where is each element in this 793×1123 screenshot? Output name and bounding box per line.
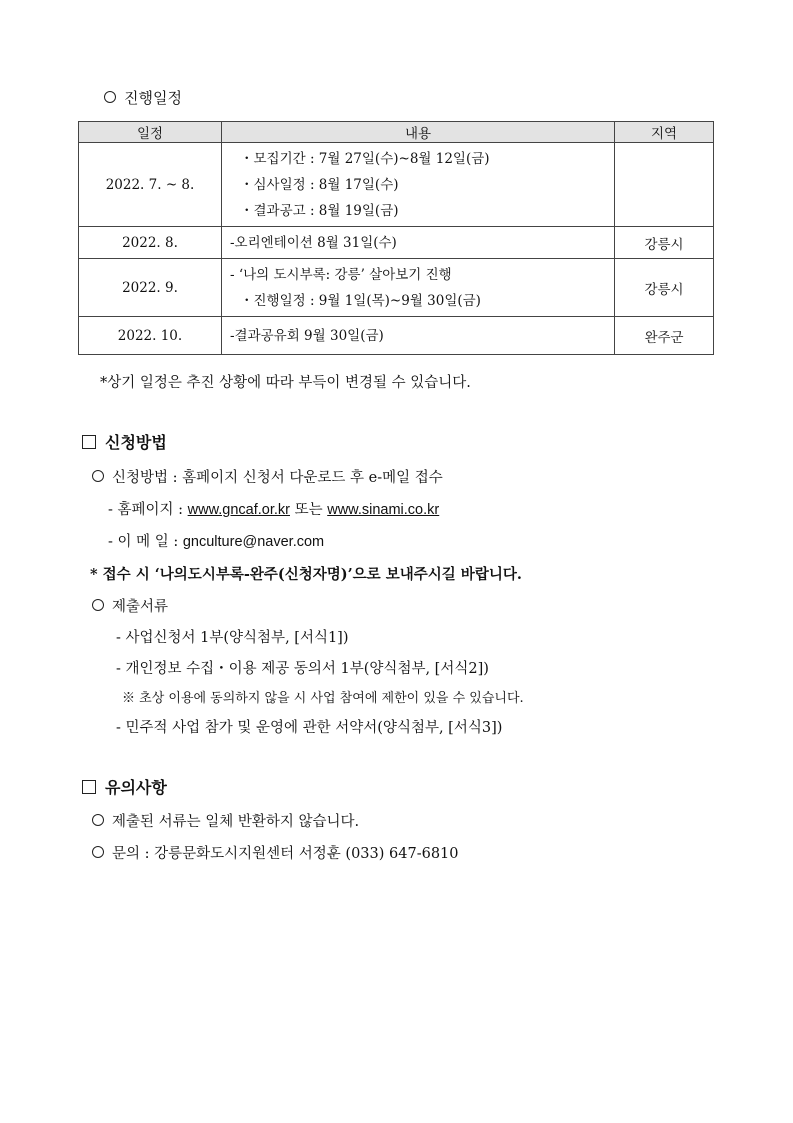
circle-bullet-icon: [92, 599, 104, 611]
caution-item: 제출된 서류는 일체 반환하지 않습니다.: [92, 810, 359, 831]
square-bullet-icon: [82, 435, 96, 449]
row-region: 강릉시: [615, 259, 714, 317]
row-content: -결과공유회 9월 30일(금): [222, 317, 615, 355]
row-date: 2022. 10.: [79, 317, 222, 355]
table-header-row: [79, 122, 714, 143]
square-bullet-icon: [82, 780, 96, 794]
homepage-link-gncaf[interactable]: www.gncaf.or.kr: [187, 502, 290, 518]
row-content: ・모집기간 : 7월 27일(수)~8월 12일(금) ・심사일정 : 8월 17일(수) ・결과공고 : 8월 19일(금): [222, 143, 615, 227]
docs-item: - 개인정보 수집・이용 제공 동의서 1부(양식첨부, [서식2]): [116, 661, 489, 677]
email-address: gnculture@naver.com: [182, 534, 325, 550]
docs-item: - 민주적 사업 참가 및 운영에 관한 서약서(양식첨부, [서식3]): [116, 720, 503, 736]
row-content: -오리엔테이션 8월 31일(수): [222, 227, 615, 259]
row-date: 2022. 7. ~ 8.: [79, 143, 222, 227]
header-region: 지역: [615, 122, 714, 143]
table-row: [79, 259, 714, 317]
homepage-link-sinami[interactable]: www.sinami.co.kr: [327, 502, 440, 518]
schedule-heading: 진행일정: [104, 87, 182, 108]
apply-notice: * 접수 시 ‘나의도시부록-완주(신청자명)’으로 보내주시길 바랍니다.: [90, 566, 522, 583]
table-row: [79, 317, 714, 355]
row-region: [615, 143, 714, 227]
row-date: 2022. 8.: [79, 227, 222, 259]
schedule-note: *상기 일정은 추진 상황에 따라 부득이 변경될 수 있습니다.: [100, 375, 471, 391]
docs-title: 제출서류: [92, 595, 168, 616]
docs-item: - 사업신청서 1부(양식첨부, [서식1]): [116, 630, 349, 646]
email-line: - 이 메 일 : gnculture@naver.com: [108, 534, 325, 550]
caution-item: 문의 : 강릉문화도시지원센터 서정훈 (033) 647-6810: [92, 842, 459, 863]
homepage-line: - 홈페이지 : www.gncaf.or.kr 또는 www.sinami.co.kr: [108, 502, 440, 518]
row-region: 강릉시: [615, 227, 714, 259]
schedule-table: [78, 121, 714, 355]
row-date: 2022. 9.: [79, 259, 222, 317]
header-content: 내용: [222, 122, 615, 143]
header-date: 일정: [79, 122, 222, 143]
caution-title: 유의사항: [82, 775, 167, 798]
table-row: [79, 227, 714, 259]
circle-bullet-icon: [92, 814, 104, 826]
docs-note: ※ 초상 이용에 동의하지 않을 시 사업 참여에 제한이 있을 수 있습니다.: [122, 691, 524, 706]
circle-bullet-icon: [92, 846, 104, 858]
row-region: 완주군: [615, 317, 714, 355]
circle-bullet-icon: [92, 470, 104, 482]
apply-title: 신청방법: [82, 430, 167, 453]
row-content: - ‘나의 도시부록: 강릉’ 살아보기 진행 ・진행일정 : 9월 1일(목)~9월 30일(금): [222, 259, 615, 317]
apply-method: 신청방법 : 홈페이지 신청서 다운로드 후 e-메일 접수: [92, 466, 443, 487]
table-row: [79, 143, 714, 227]
circle-bullet-icon: [104, 91, 116, 103]
